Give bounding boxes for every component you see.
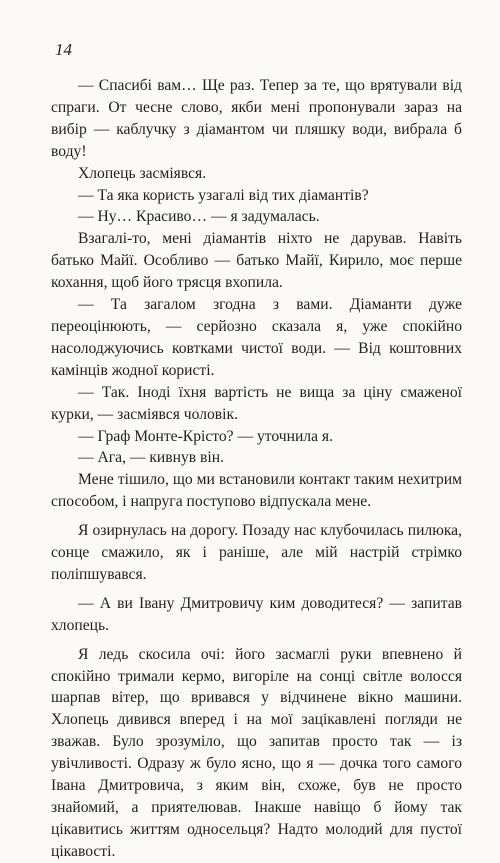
paragraph: — Та яка користь узагалі від тих діамантів?	[78, 186, 369, 204]
paragraph: — Та загалом згодна з вами. Діаманти дуже переоцінюють, — серйозно сказала я, уже спокійно насолоджуючись ковтками чистої води. — Від коштовних камінців жодної користі.	[51, 296, 462, 379]
paragraph: — А ви Івану Дмитровичу ким доводитеся? — запитав хлопець.	[51, 594, 462, 634]
page-number: 14	[55, 40, 72, 59]
paragraph: — Ну… Красиво… — я задумалась.	[78, 208, 320, 226]
paragraph: — Ага, — кивнув він.	[78, 449, 224, 467]
page-text	[51, 75, 462, 863]
paragraph: Я ледь скосила очі: його засмаглі руки впевнено й спокійно тримали кермо, вигоріле на сонці світле волосся шарпав вітер, що вривався у відчинене вікно машини. Хлопець дивився вперед і на мої зацікавлені погляди не зважав. Було зрозуміло, що запитав просто так — із увічливості. Одразу ж було ясно, що я — дочка того самого Івана Дмитровича, з яким він, схоже, був не просто знайомий, а приятелював. Інакше навіщо б йому так цікавитись життям односельця? Надто молодий для пустої цікавості.	[51, 645, 462, 860]
paragraph: — Спасибі вам… Ще раз. Тепер за те, що врятували від спраги. От чесне слово, якби мені пропонували зараз на вибір — каблучку з діамантом чи пляшку води, вибрала б воду!	[51, 77, 462, 160]
paragraph: Я озирнулась на дорогу. Позаду нас клубочилась пилюка, сонце смажило, як і раніше, але мій настрій стрімко поліпшувався.	[51, 522, 462, 583]
paragraph: Хлопець засміявся.	[78, 164, 207, 182]
paragraph: — Так. Іноді їхня вартість не вища за ціну смаженої курки, — засміявся чоловік.	[51, 383, 462, 423]
paragraph: Взагалі-то, мені діамантів ніхто не дарував. Навіть батько Майї. Особливо — батько Майї, Кирило, моє перше кохання, щоб його трясця вхопила.	[51, 230, 462, 292]
paragraph: Мене тішило, що ми встановили контакт таким нехитрим способом, і напруга поступово відпускала мене.	[51, 471, 462, 511]
paragraph: — Граф Монте-Крісто? — уточнила я.	[78, 427, 333, 445]
